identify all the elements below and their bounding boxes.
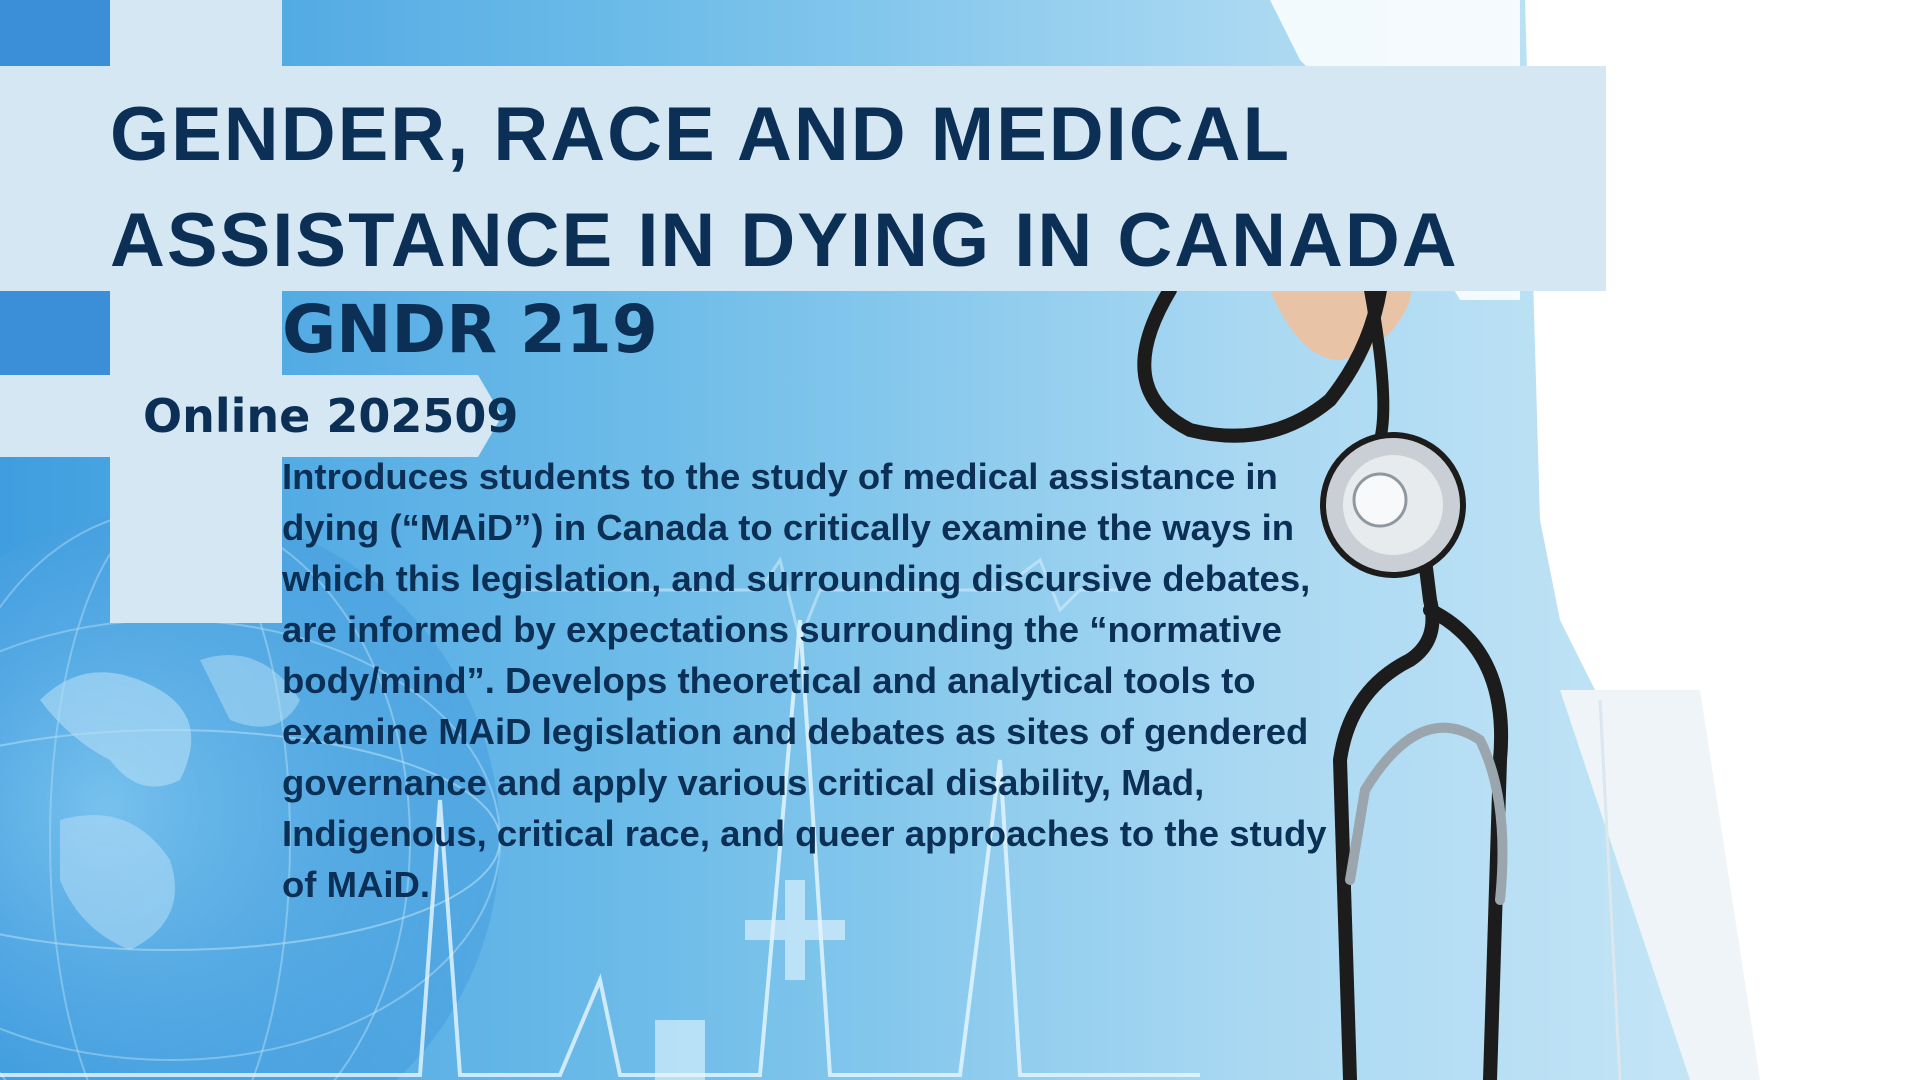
page-title [110,82,1459,294]
accent-block-mid-left [0,291,110,375]
course-code: GNDR 219 [282,291,658,368]
title-line-1: GENDER, RACE AND MEDICAL [110,92,1291,177]
accent-block-top-left [0,0,110,66]
stethoscope-chestpiece [1323,435,1463,575]
course-description: Introduces students to the study of medical assistance in dying (“MAiD”) in Canada to critically examine the ways in which this legislation, and surrounding discursive debates, are informed by expectations surrounding the “normative body/mind”. Develops theoretical and analytical tools to examine MAiD legislation and debates as sites of gendered governance and apply various critical disability, Mad, Indigenous, critical race, and queer approaches to the study of MAiD. [282,456,1327,905]
term-label: Online 202509 [143,389,519,443]
cross-block-stem [110,291,282,623]
title-line-2: ASSISTANCE IN DYING IN CANADA [110,198,1459,283]
cross-block-top [110,0,282,66]
